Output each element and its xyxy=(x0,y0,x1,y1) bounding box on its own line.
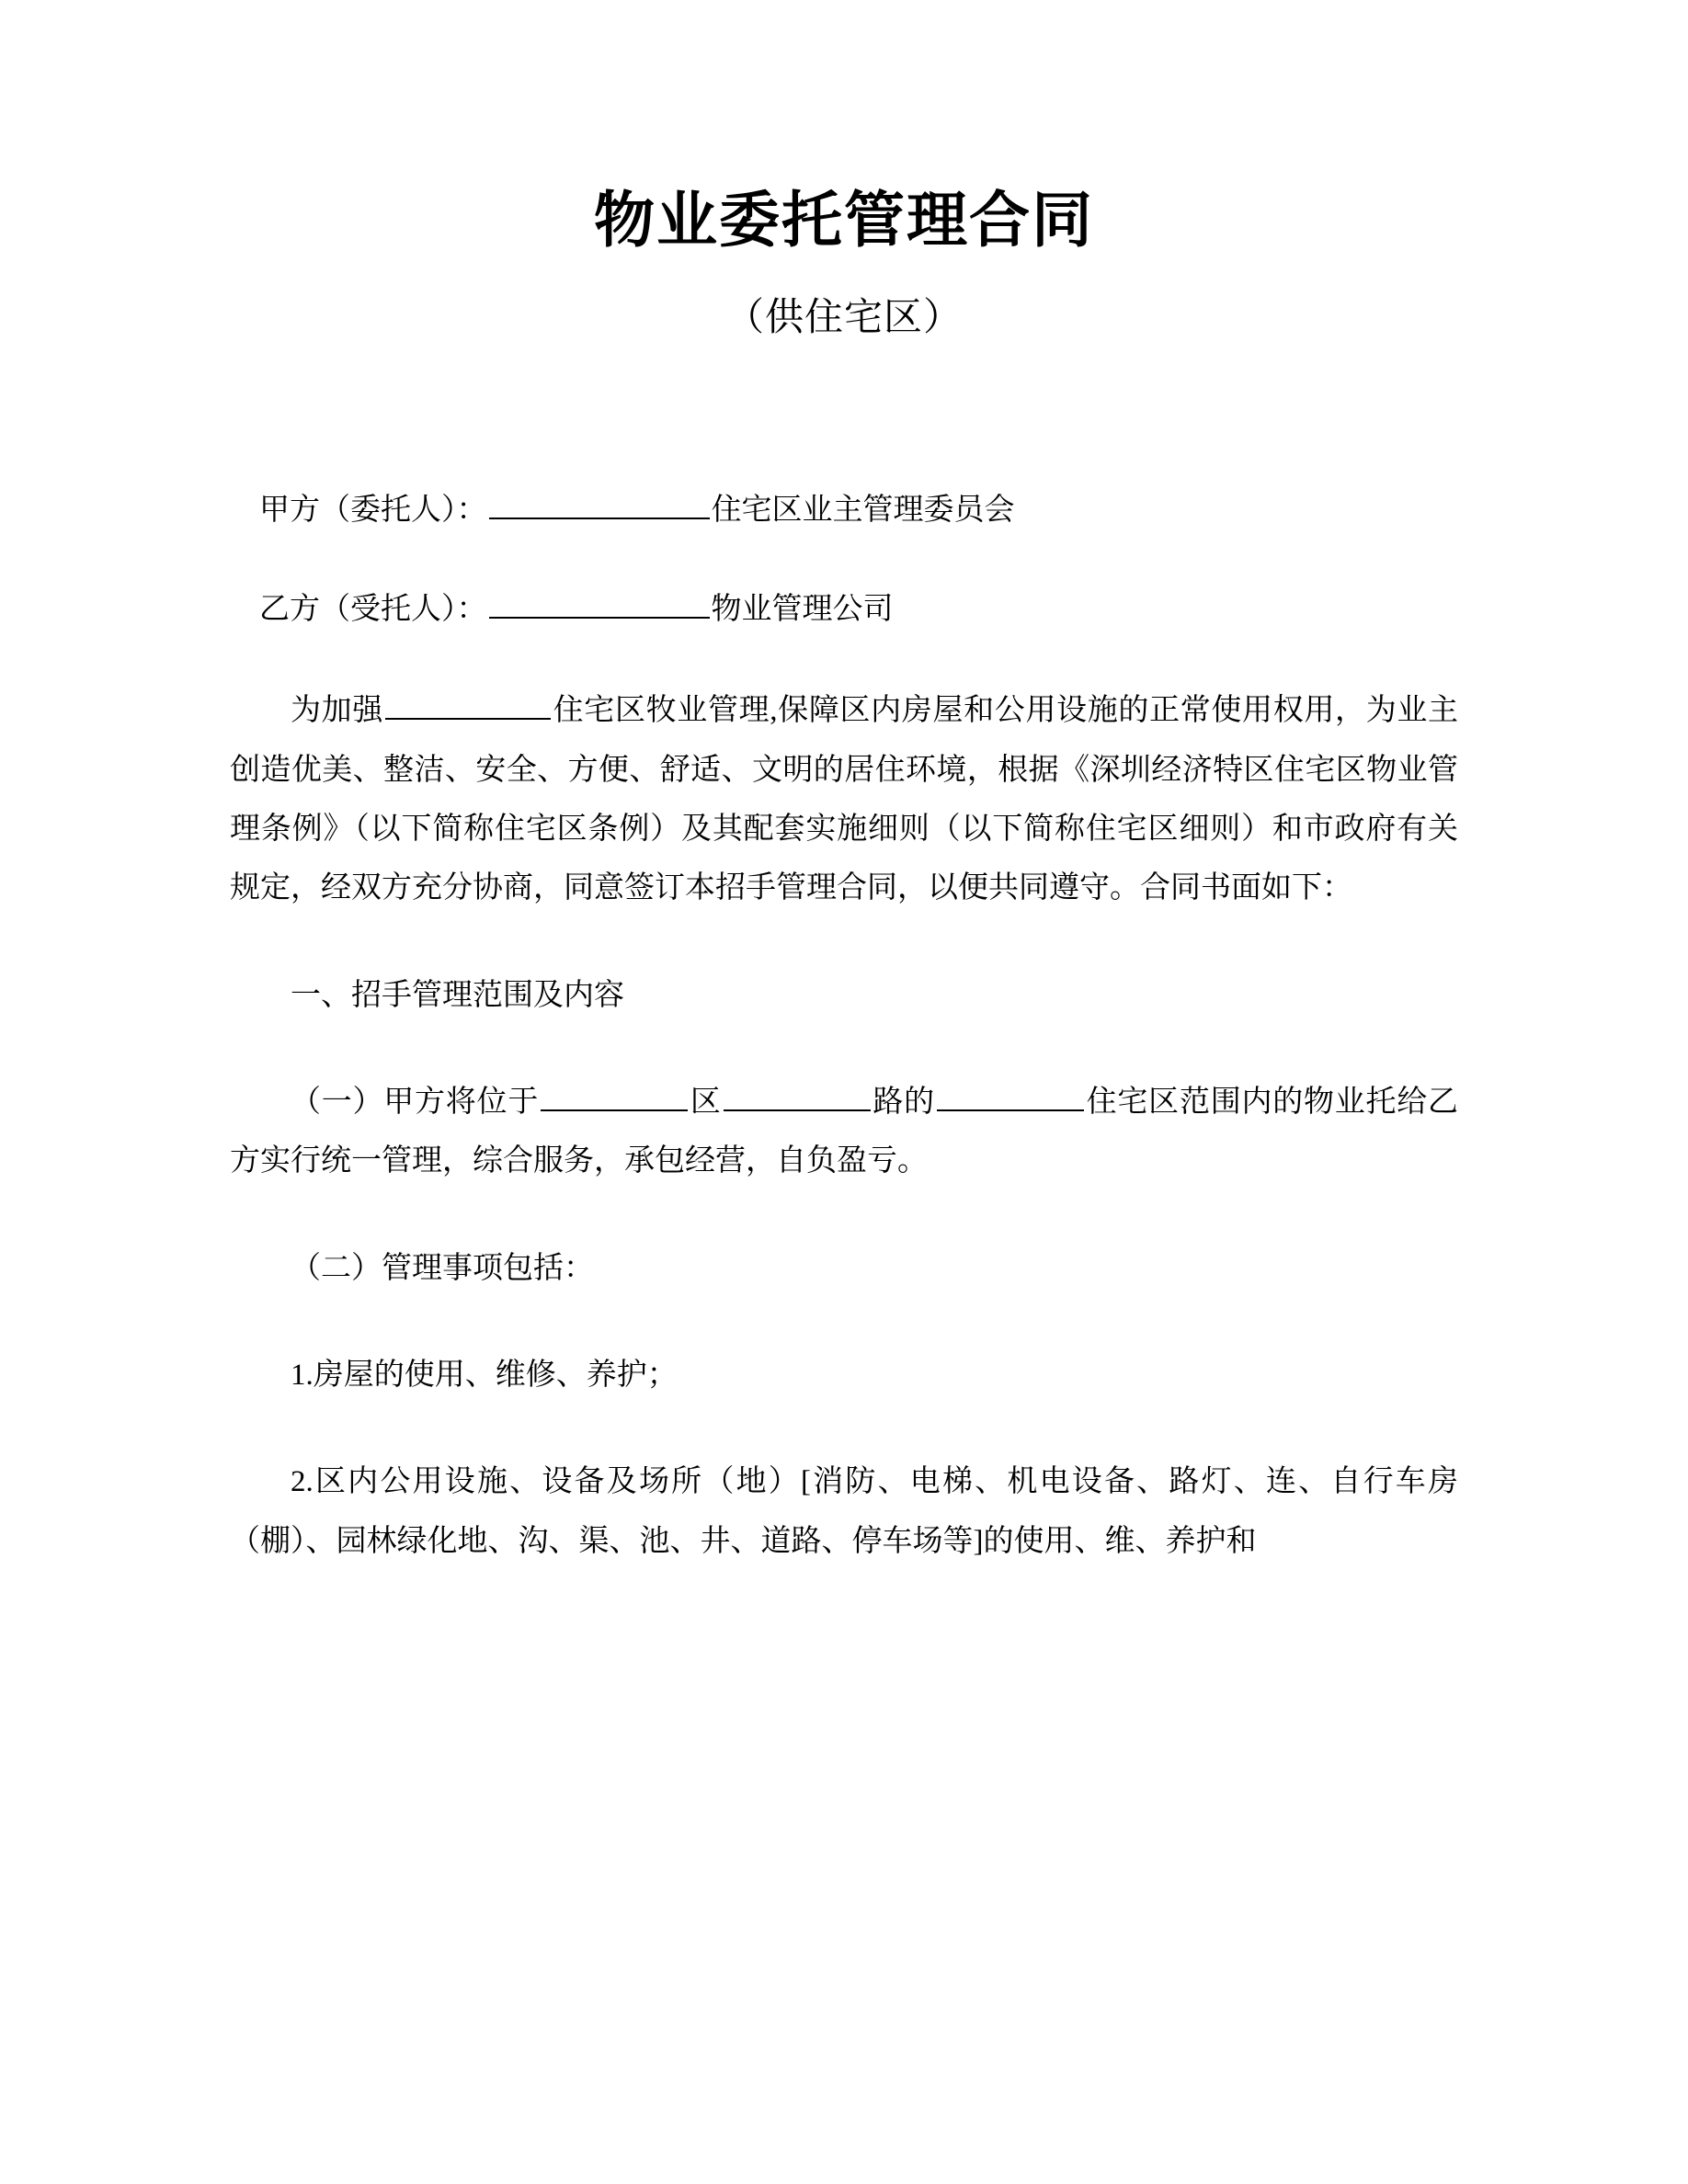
section-1-item-1 xyxy=(230,1073,1458,1191)
party-b-line xyxy=(230,581,1458,639)
preamble-blank[interactable] xyxy=(385,687,551,720)
party-a-label: 甲方（委托人）： xyxy=(259,493,487,527)
party-b-suffix: 物业管理公司 xyxy=(711,593,894,627)
item-1-blank-district[interactable] xyxy=(541,1078,688,1111)
section-1-item-2: （二）管理事项包括： xyxy=(291,1251,594,1285)
section-1-item-4: 2.区内公用设施、设备及场所（地）[消防、电梯、机电设备、路灯、连、自行车房（棚）、园林绿化地、沟、渠、池、井、道路、停车场等]的使用、维、养护和 xyxy=(230,1465,1458,1558)
item-1-blank-estate[interactable] xyxy=(937,1078,1084,1111)
party-b-blank[interactable] xyxy=(489,586,710,619)
section-1-item-3: 1.房屋的使用、维修、养护； xyxy=(291,1358,678,1392)
title-spacer xyxy=(230,344,1458,482)
preamble-text: 住宅区牧业管理,保障区内房屋和公用设施的正常使用权用，为业主创造优美、整洁、安全、方便、舒适、文明的居住环境，根据《深圳经济特区住宅区物业管理条例》（以下简称住宅区条例）及其配套实施细则（以下简称住宅区细则）和市政府有关规定，经双方充分协商，同意签订本招手管理合同，以便共同遵守。合同书面如下： xyxy=(230,694,1459,905)
preamble-paragraph xyxy=(230,681,1458,917)
item-1-tail: 住宅区范围内的物业托给乙方实行统一管理，综合服务，承包经营，自负盈亏。 xyxy=(230,1085,1459,1178)
item-1-blank-road[interactable] xyxy=(724,1078,871,1111)
item-1-lead: （一）甲方将位于 xyxy=(291,1085,540,1119)
section-heading-1: 一、招手管理范围及内容 xyxy=(291,978,624,1012)
page-title: 物业委托管理合同 xyxy=(594,186,1094,254)
page-subtitle: （供住宅区） xyxy=(724,297,963,340)
party-a-line xyxy=(230,482,1458,540)
item-1-mid2: 路的 xyxy=(872,1085,935,1119)
preamble-lead: 为加强 xyxy=(291,694,383,728)
party-a-suffix: 住宅区业主管理委员会 xyxy=(711,493,1015,527)
item-1-mid1: 区 xyxy=(690,1085,722,1119)
party-b-label: 乙方（受托人）： xyxy=(259,593,487,627)
party-a-blank[interactable] xyxy=(489,486,710,519)
